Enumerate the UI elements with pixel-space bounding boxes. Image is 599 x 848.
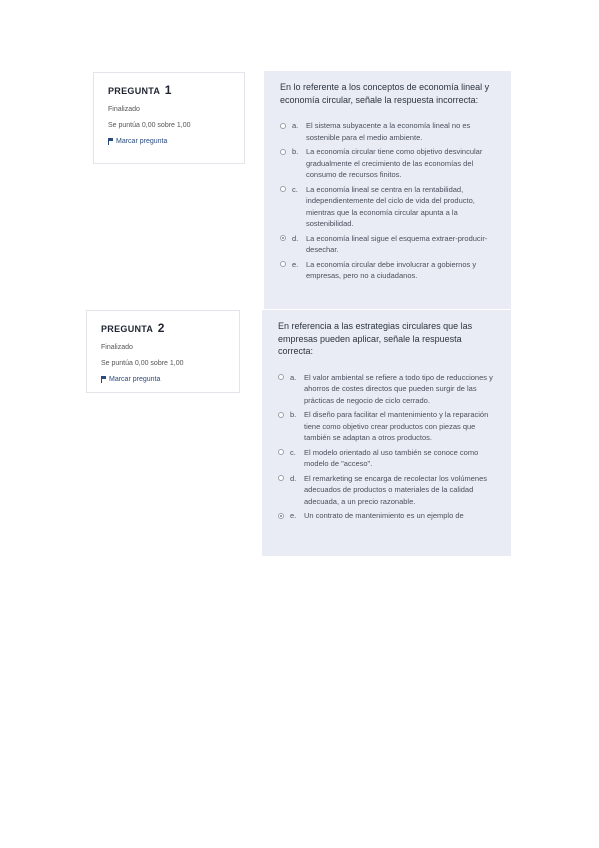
answer-letter: b. [290,410,297,419]
answer-option[interactable] [280,259,495,282]
question-grade: Se puntúa 0,00 sobre 1,00 [101,360,184,367]
radio-button[interactable] [278,412,284,418]
question-2-content [262,310,511,556]
answer-option[interactable] [280,146,495,181]
question-1-info [93,72,245,164]
answer-option[interactable] [280,184,495,230]
answer-option[interactable] [278,473,495,508]
answer-text: El valor ambiental se refiere a todo tipo de reducciones y ahorros de costes directos que pueden surgir de las prácticas de negocio de ciclo cerrado. [304,372,493,405]
answer-text: La economía circular tiene como objetivo desvincular gradualmente el crecimiento de las economías del consumo de recursos finitos. [306,147,483,179]
answer-text: El sistema subyacente a la economía lineal no es sostenible para el medio ambiente. [306,121,471,142]
answer-option[interactable] [278,510,495,522]
flag-question-label: Marcar pregunta [116,138,168,145]
question-label: PREGUNTA [101,324,153,334]
answer-letter: d. [290,473,297,483]
question-text: En lo referente a los conceptos de economía lineal y economía circular, señale la respuesta incorrecta: [280,82,490,105]
radio-button[interactable] [278,475,284,481]
flag-question-link[interactable] [101,376,225,383]
question-grade: Se puntúa 0,00 sobre 1,00 [108,122,191,129]
flag-question-link[interactable] [108,138,230,145]
answer-letter: e. [292,259,299,269]
question-label: PREGUNTA [108,86,160,96]
radio-button-selected[interactable] [278,513,284,519]
answer-letter: a. [292,121,299,130]
answer-option[interactable] [278,447,495,470]
answer-text: La economía lineal se centra en la rentabilidad, independientemente del ciclo de vida del producto, mientras que la economía circular apunta a la sostenibilidad. [306,184,475,228]
answer-option[interactable] [278,409,495,444]
answer-letter: d. [292,233,299,243]
question-1-title [108,83,230,97]
flag-icon [108,138,113,145]
radio-button[interactable] [280,123,286,129]
radio-button[interactable] [278,449,284,455]
radio-button[interactable] [280,186,286,192]
radio-button[interactable] [278,374,284,380]
answer-letter: b. [292,147,299,156]
question-2-info [86,310,240,393]
question-status: Finalizado [108,106,140,113]
answer-option[interactable] [280,120,495,143]
answer-letter: e. [290,511,297,520]
answer-letter: a. [290,372,297,382]
answer-text: Un contrato de mantenimiento es un ejemplo de [304,511,464,520]
answer-text: La economía lineal sigue el esquema extraer-producir-desechar. [306,233,488,254]
question-text: En referencia a las estrategias circulares que las empresas pueden aplicar, señale la respuesta correcta: [278,321,473,356]
answer-text: El remarketing se encarga de recolectar los volúmenes adecuados de productos o materiales de la calidad adecuada, a un precio razonable. [304,473,488,506]
radio-button-selected[interactable] [280,235,286,241]
question-status: Finalizado [101,344,133,351]
flag-icon [101,376,106,383]
radio-button[interactable] [280,149,286,155]
answer-text: El diseño para facilitar el mantenimiento y la reparación tiene como objetivo crear productos con piezas que también se adaptan a otros productos. [304,410,489,442]
flag-question-label: Marcar pregunta [109,376,161,383]
answer-letter: c. [292,184,298,194]
answer-option[interactable] [280,233,495,256]
radio-button[interactable] [280,261,286,267]
question-number: 1 [164,83,172,97]
question-number: 2 [157,321,165,335]
answer-letter: c. [290,447,296,457]
question-1-content [264,71,511,309]
answer-option[interactable] [278,372,495,407]
question-2-title [101,321,225,335]
answer-text: El modelo orientado al uso también se conoce como modelo de "acceso". [304,447,479,468]
answer-text: La economía circular debe involucrar a gobiernos y empresas, pero no a ciudadanos. [306,259,477,280]
